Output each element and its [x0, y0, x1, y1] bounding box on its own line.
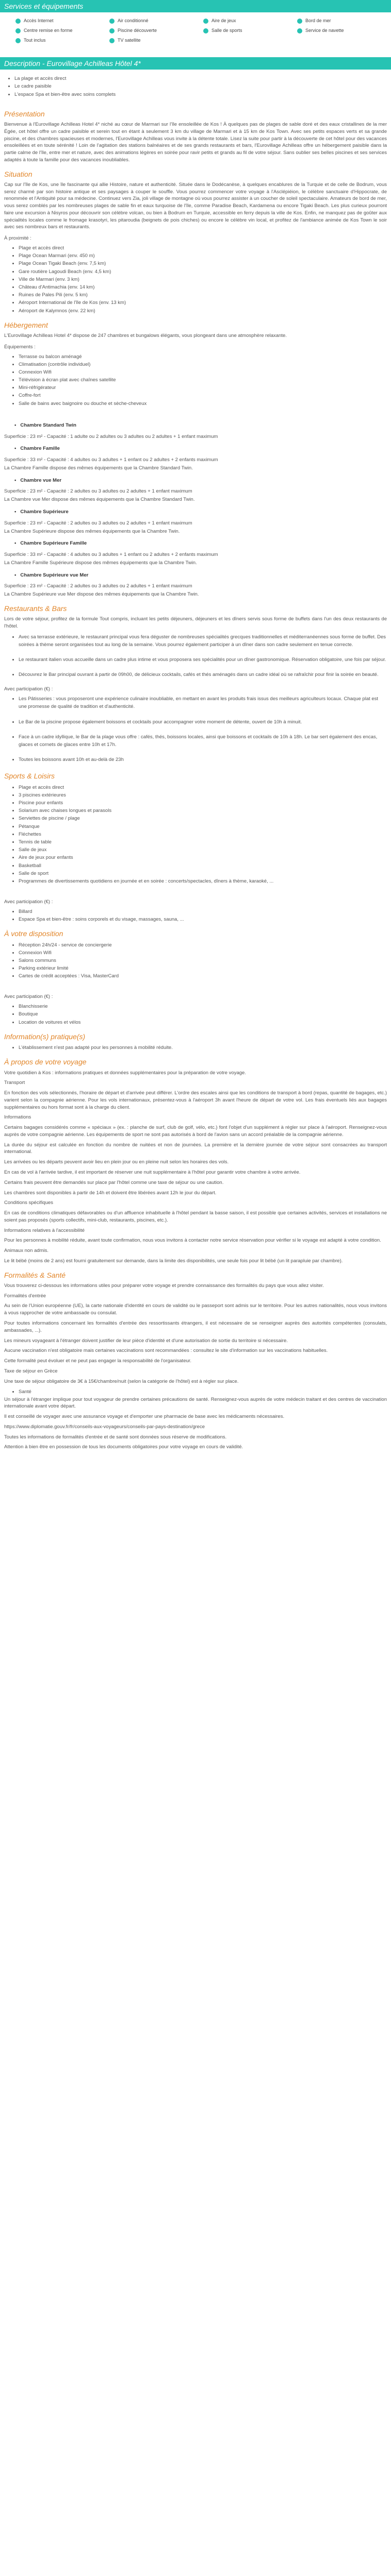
- amenity-item: [15, 37, 102, 44]
- disposition-paid-item: • Location de voitures et vélos: [19, 1019, 387, 1026]
- formalites-paragraph: Formalités d'entrée: [4, 1293, 46, 1299]
- amenity-item: [297, 27, 384, 34]
- proximity-list: [4, 244, 387, 315]
- amenity-label: Centre remise en forme: [24, 28, 73, 33]
- proximity-item: • Plage Ocean Tigaki Beach (env. 7,5 km): [19, 260, 387, 267]
- formalites-paras: [4, 1293, 387, 1385]
- room-capacity: Superficie : 23 m² - Capacité : 2 adultes ou 3 adultes ou 2 adultes + 1 enfant maximum: [4, 583, 192, 589]
- apropos-paragraph: Pour les personnes à mobilité réduite, avant toute confirmation, nous vous invitons à contacter notre service réservation pour vérifier si le voyage est adapté à votre condition.: [4, 1238, 381, 1244]
- room-capacity: Superficie : 23 m² - Capacité : 2 adultes ou 3 adultes ou 2 adultes + 1 enfant maximum: [4, 520, 192, 526]
- formalites-paragraph: Les mineurs voyageant à l'étranger doivent justifier de leur pièce d'identité et d'une autorisation de sortie du territoire si nécessaire.: [4, 1337, 288, 1344]
- situation-title: Situation: [4, 170, 32, 178]
- restaurant-item: • Découvrez le Bar principal ouvrant à partir de 09h00, de délicieux cocktails, cafés et thés aménagés dans un cadre idéal où se rafraîchir pour finir la soirée en beauté.: [19, 671, 387, 679]
- room-desc: [4, 456, 387, 472]
- room-capacity: Superficie : 23 m² - Capacité : 2 adultes ou 3 adultes ou 2 adultes + 1 enfant maximum: [4, 488, 192, 495]
- amenity-item: [15, 18, 102, 24]
- amenity-label: Bord de mer: [305, 18, 331, 23]
- playground-icon: [203, 19, 208, 24]
- equipment-item: • Terrasse ou balcon aménagé: [19, 353, 387, 361]
- formalites-end-paragraph: Toutes les informations de formalités d'entrée et de santé sont données sous réserve de modifications.: [4, 1434, 227, 1440]
- sport-item: • Tennis de table: [19, 838, 387, 846]
- tv-icon: [109, 38, 115, 43]
- intro-item: • La plage et accès direct: [14, 75, 391, 82]
- sport-paid-item: • Billard: [19, 908, 387, 916]
- room-block: [4, 540, 387, 566]
- apropos-paragraph: Informations relatives à l'accessibilité: [4, 1227, 85, 1233]
- services-header: Services et équipements: [0, 0, 391, 12]
- disposition-paid-list: [4, 1003, 387, 1026]
- restaurant-paid-item: • Les Pâtisseries : vous proposeront une expérience culinaire inoubliable, en mettant en avant les produits frais issus des meilleurs agriculteurs locaux. Chaque plat est une promesse de qualité de tradition et d'authenticité.: [19, 695, 387, 710]
- sport-item: • 3 piscines extérieures: [19, 791, 387, 799]
- presentation-text: Bienvenue à l'Eurovillage Achilleas Hotel 4* niché au cœur de Marmari sur l'île ensoleillée de Kos ! À quelques pas de plages de sable doré et des eaux cristallines de la mer Égée, cet hôtel offre un cadre paisible et serein tout en étant à seulement 3 km du village de Marmari et à 15 km de Kos Town. Avec ses petits espaces verts et sa grande piscine, et des chambres spacieuses et modernes, l'Eurovillage Achilleas vous invite à la détente totale. Lisez la suite pour partir à la découverte de cet hôtel pour des vacances ensoleillées et en toute sérénité ! Loin de l'agitation des stations balnéaires et de ses grands restaurants et bars, l'Eurovillage Achilleas offre un hébergement paisible dans la partie calme de l'île, entre mer et nature, avec des animations légères en soirée pour ravir petits et grands au fil de votre séjour. Sans oublier ses belles piscines et ses services adaptés à toute la famille pour des vacances inoubliables.: [4, 122, 387, 163]
- room-extra: La Chambre Famille dispose des mêmes équipements que la Chambre Standard Twin.: [4, 465, 193, 471]
- restaurant-paid-item: • Face à un cadre idyllique, le Bar de la plage vous offre : cafés, thés, boissons locales, ainsi que boissons et cocktails de 10h à 18h. Le bar sert également des encas, glaces et cornets de glaces entre 10h et 17h.: [19, 733, 387, 749]
- hebergement-title: Hébergement: [4, 320, 48, 329]
- equipment-item: • Télévision à écran plat avec chaînes satellite: [19, 376, 387, 384]
- situation-text: Cap sur l'île de Kos, une île fascinante qui allie Histoire, nature et authenticité. Située dans le Dodécanèse, à quelques encablures de la Turquie et de celle de Bodrum, vous serez charmé par son histoire antique et ses paysages à couper le souffle. Vous pourrez commencer votre voyage à l'Asclépiéion, le célèbre sanctuaire d'Hippocrate, de renommée et l'Antiquité pour sa médecine. Continuez vers Zia, joli village de montagne où vous pourrez assister à un coucher de soleil spectaculaire. Amateurs de bord de mer, vous serez comblés par les nombreuses plages de sable fin et eaux turquoise de l'île, comme Paradise Beach, Kardamena ou encore Tigaki Beach. Les plus curieux pourront faire une excursion à Nisyros pour découvrir son célèbre volcan, ou bien à Bodrum en Turquie, accessible en ferry depuis la ville de Kos. Enfin, ne manquez pas de goûter aux spécialités locales comme le fromage krasotyri, les pitaroudia (beignets de pois chiches) ou encore le célèbre vin local, et profitez de l'ambiance animée de Kos Town le soir avec ses nombreux bars et restaurants.: [4, 181, 387, 230]
- situation-section: [0, 169, 391, 315]
- apropos-paragraph: La durée du séjour est calculée en fonction du nombre de nuitées et non de journées. La première et la dernière journée de votre séjour sont consacrées au transport international.: [4, 1142, 387, 1155]
- presentation-section: [0, 109, 391, 164]
- formalites-paragraph: Aucune vaccination n'est obligatoire mais certaines vaccinations sont recommandées : consultez le site d'information sur les vaccinations habituelles.: [4, 1348, 328, 1354]
- equipment-item: • Salle de bains avec baignoire ou douche et sèche-cheveux: [19, 400, 387, 408]
- restaurant-paid-item: • Le Bar de la piscine propose également boissons et cocktails pour accompagner votre moment de détente, ouvert de 10h à minuit.: [19, 718, 387, 726]
- gym-icon: [203, 28, 208, 33]
- sport-item: • Plage et accès direct: [19, 784, 387, 791]
- amenity-label: Tout inclus: [24, 38, 46, 43]
- apropos-paragraph: Conditions spécifiques: [4, 1200, 54, 1206]
- wifi-icon: [15, 19, 21, 24]
- equipment-item: • Climatisation (contrôle individuel): [19, 361, 387, 368]
- room-block: [4, 572, 387, 598]
- room-capacity: Superficie : 33 m² - Capacité : 4 adultes ou 3 adultes + 1 enfant ou 2 adultes + 2 enfants maximum: [4, 552, 218, 558]
- information-item: • L'établissement n'est pas adapté pour les personnes à mobilité réduite.: [19, 1044, 387, 1052]
- apropos-paragraph: En cas de conditions climatiques défavorables ou d'un affluence inhabituelle à l'hôtel pendant la basse saison, il est possible que certaines activités, services et installations ne soient pas proposés (sports collectifs, mini-club, restaurants, piscines, etc.).: [4, 1210, 387, 1223]
- restaurants-paid-list: [4, 695, 387, 764]
- informations-list: [4, 1044, 387, 1052]
- apropos-section: [0, 1057, 391, 1264]
- formalites-title: Formalités & Santé: [4, 1270, 66, 1279]
- description-header: Description - Eurovillage Achilleas Hôtel 4*: [0, 57, 391, 70]
- sports-title: Sports & Loisirs: [4, 772, 55, 781]
- formalites-paragraph: Au sein de l'Union européenne (UE), la carte nationale d'identité en cours de validité ou le passeport sont admis sur le territoire. Pour les autres nationalités, nous vous invitons à vous rapprocher de votre ambassade ou consulat.: [4, 1303, 387, 1316]
- proximity-item: • Aéroport International de l'île de Kos (env. 13 km): [19, 299, 387, 307]
- presentation-title: Présentation: [4, 109, 45, 118]
- rooms-list: [4, 422, 387, 598]
- disposition-item: • Salons communs: [19, 957, 387, 964]
- amenity-label: Accès Internet: [24, 18, 54, 23]
- room-desc: [4, 488, 387, 503]
- amenity-item: [109, 27, 196, 34]
- proximity-item: • Château d'Antimachia (env. 14 km): [19, 283, 387, 291]
- intro-item: • L'espace Spa et bien-être avec soins complets: [14, 91, 391, 98]
- restaurants-list: [4, 633, 387, 679]
- amenity-label: Air conditionné: [118, 18, 149, 23]
- apropos-paragraph: Informations: [4, 1114, 31, 1121]
- restaurants-section: [0, 603, 391, 764]
- hebergement-section: [0, 320, 391, 598]
- intro-list: [0, 70, 391, 104]
- fitness-icon: [15, 28, 21, 33]
- bar-icon: [15, 38, 21, 43]
- apropos-paragraph: Certains bagages considérés comme « spéciaux » (ex. : planche de surf, club de golf, vélo, etc.) font l'objet d'un supplément à régler sur place à l'aéroport. Renseignez-vous auprès de votre compagnie aérienne. Les équipements de sport ne sont pas autorisés à bord de l'avion sans un accord préalable de la compagnie aérienne.: [4, 1125, 387, 1138]
- room-title: • Chambre Supérieure vue Mer: [14, 572, 387, 579]
- amenities-grid: [0, 12, 391, 50]
- formalites-item: • Santé: [19, 1388, 387, 1396]
- apropos-paragraph: Certains frais peuvent être demandés sur place par l'hôtel comme une taxe de séjour ou une caution.: [4, 1179, 224, 1185]
- room-title: • Chambre Famille: [14, 445, 387, 452]
- apropos-paragraph: En cas de vol à l'arrivée tardive, il est important de réserver une nuit supplémentaire à l'hôtel pour garantir votre chambre à votre arrivée.: [4, 1169, 301, 1175]
- hebergement-text: L'Eurovillage Achilleas Hotel 4* dispose de 247 chambres et bungalows élégants, vous plongeant dans une atmosphère relaxante.: [4, 333, 287, 338]
- equipments-list: [4, 353, 387, 408]
- sport-item: • Salle de jeux: [19, 846, 387, 854]
- sport-paid-item: • Espace Spa et bien-être : soins corporels et du visage, massages, sauna, ...: [19, 916, 387, 923]
- proximity-item: • Plage et accès direct: [19, 244, 387, 252]
- sport-item: • Serviettes de piscine / plage: [19, 815, 387, 822]
- formalites-end-paragraph: Un séjour à l'étranger implique pour tout voyageur de prendre certaines précautions de santé. Renseignez-vous auprès de votre médecin traitant et des centres de vaccination internationale avant votre départ.: [4, 1396, 387, 1410]
- restaurants-title: Restaurants & Bars: [4, 604, 67, 613]
- sport-item: • Basketball: [19, 862, 387, 870]
- apropos-paragraph: Le lit bébé (moins de 2 ans) est fourni gratuitement sur demande, dans la limite des disponibilités, une seule fois pour lit bébé (un lit parapluie par chambre).: [4, 1258, 343, 1264]
- restaurant-paid-item: • Toutes les boissons avant 10h et au-delà de 23h: [19, 756, 387, 764]
- room-extra: La Chambre vue Mer dispose des mêmes équipements que la Chambre Standard Twin.: [4, 497, 195, 503]
- apropos-text: Votre quotidien à Kos : informations pratiques et données supplémentaires pour la préparation de votre voyage.: [4, 1070, 246, 1076]
- informations-title: Information(s) pratique(s): [4, 1032, 86, 1041]
- sport-item: • Salle de sport: [19, 870, 387, 877]
- apropos-paragraph: En fonction des vols sélectionnés, l'horaire de départ et d'arrivée peut différer. L'ordre des escales ainsi que les conditions de transport à bord (repas, quantité de bagages, etc.) varient selon la compagnie aérienne. Pour les vols internationaux, présentez-vous à l'aéroport 3h avant l'heure de départ de votre vol. Les frais éventuels liés aux bagages supplémentaires ou hors format sont à la charge du client.: [4, 1090, 387, 1110]
- proximity-item: • Ville de Marmari (env. 3 km): [19, 276, 387, 283]
- proximity-item: • Ruines de Pales Pili (env. 5 km): [19, 291, 387, 299]
- informations-section: [0, 1031, 391, 1052]
- sports-paid-label: Avec participation (€) :: [4, 899, 53, 905]
- amenity-label: Aire de jeux: [211, 18, 236, 23]
- room-title: • Chambre vue Mer: [14, 477, 387, 484]
- room-extra: La Chambre Famille Supérieure dispose des mêmes équipements que la Chambre Twin.: [4, 560, 197, 566]
- room-block: [4, 422, 387, 440]
- formalites-paragraph: Pour toutes informations concernant les formalités d'entrée des ressortissants étrangers, il est nécessaire de se renseigner auprès des autorités compétentes (consulats, ambassades, ...).: [4, 1320, 387, 1333]
- sport-item: • Fléchettes: [19, 831, 387, 838]
- room-desc: [4, 583, 387, 598]
- formalites-end-paragraph: Attention à bien être en possession de tous les documents obligatoires pour votre voyage en cours de validité.: [4, 1444, 243, 1450]
- sport-item: • Aire de jeux pour enfants: [19, 854, 387, 861]
- equipment-item: • Connexion Wifi: [19, 368, 387, 376]
- room-desc: [4, 551, 387, 567]
- formalites-end-paragraph: https://www.diplomatie.gouv.fr/fr/conseils-aux-voyageurs/conseils-par-pays-destination/grece: [4, 1423, 205, 1430]
- formalites-end-paras: [4, 1396, 387, 1451]
- sport-item: • Pétanque: [19, 823, 387, 831]
- room-extra: La Chambre Supérieure dispose des mêmes équipements que la Chambre Twin.: [4, 528, 180, 534]
- disposition-paid-label: Avec participation (€) :: [4, 994, 53, 1000]
- proximity-item: • Plage Ocean Marmari (env. 450 m): [19, 252, 387, 260]
- room-block: [4, 509, 387, 535]
- amenity-item: [109, 37, 196, 44]
- proximity-item: • Aéroport de Kalymnos (env. 22 km): [19, 307, 387, 315]
- room-desc: [4, 433, 387, 440]
- ac-icon: [109, 19, 115, 24]
- room-block: [4, 477, 387, 503]
- room-extra: La Chambre Supérieure vue Mer dispose des mêmes équipements que la Chambre Twin.: [4, 591, 199, 598]
- formalites-paragraph: Une taxe de séjour obligatoire de 3€ à 15€/chambre/nuit (selon la catégorie de l'hôtel) est à régler sur place.: [4, 1378, 239, 1384]
- amenity-label: Salle de sports: [211, 28, 242, 33]
- disposition-paid-item: • Blanchisserie: [19, 1003, 387, 1010]
- amenity-item: [203, 18, 290, 24]
- disposition-item: • Réception 24h/24 - service de conciergerie: [19, 941, 387, 949]
- sea-icon: [297, 19, 302, 24]
- amenity-item: [203, 27, 290, 34]
- pool-icon: [109, 28, 115, 33]
- room-capacity: Superficie : 33 m² - Capacité : 4 adultes ou 3 adultes + 1 enfant ou 2 adultes + 2 enfants maximum: [4, 457, 218, 463]
- disposition-title: À votre disposition: [4, 929, 63, 938]
- formalites-paragraph: Taxe de séjour en Grèce: [4, 1368, 58, 1374]
- disposition-section: [0, 928, 391, 1026]
- amenity-label: TV satellite: [118, 38, 141, 43]
- sport-item: • Programmes de divertissements quotidiens en journée et en soirée : concerts/spectacles, dîners à thème, karaoké, ...: [19, 877, 387, 885]
- room-capacity: Superficie : 23 m² - Capacité : 1 adulte ou 2 adultes ou 3 adultes ou 2 adultes + 1 enfant maximum: [4, 433, 218, 439]
- amenity-item: [15, 27, 102, 34]
- disposition-list: [4, 941, 387, 980]
- sports-paid-list: [4, 908, 387, 923]
- proximity-label: À proximité :: [4, 235, 31, 242]
- apropos-paragraph: Transport: [4, 1080, 25, 1086]
- room-title: • Chambre Supérieure Famille: [14, 540, 387, 547]
- restaurants-paid-label: Avec participation (€) :: [4, 686, 53, 692]
- amenity-label: Service de navette: [305, 28, 344, 33]
- disposition-item: • Parking extérieur limité: [19, 964, 387, 972]
- restaurant-item: • Avec sa terrasse extérieure, le restaurant principal vous fera déguster de nombreuses spécialités grecques traditionnelles et méditerranéennes sous forme de buffet. Des soirées à thème seront organisées tout au long de la semaine. Vous pourrez également participer à un dîner dans son cadre seulement en tenue correcte.: [19, 633, 387, 649]
- formalites-paragraph: Cette formalité peut évoluer et ne peut pas engager la responsabilité de l'organisateur.: [4, 1358, 192, 1364]
- intro-item: • Le cadre paisible: [14, 82, 391, 90]
- equipment-item: • Coffre-fort: [19, 392, 387, 399]
- apropos-paragraph: Animaux non admis.: [4, 1248, 49, 1254]
- disposition-paid-item: • Boutique: [19, 1010, 387, 1018]
- disposition-item: • Connexion Wifi: [19, 949, 387, 957]
- apropos-paragraph: Les arrivées ou les départs peuvent avoir lieu en plein jour ou en pleine nuit selon les horaires des vols.: [4, 1159, 229, 1165]
- amenity-label: Piscine découverte: [118, 28, 157, 33]
- apropos-paras: [4, 1079, 387, 1264]
- proximity-item: • Gare routière Lagoudi Beach (env. 4,5 km): [19, 268, 387, 276]
- room-title: • Chambre Standard Twin: [14, 422, 387, 429]
- formalites-section: [0, 1270, 391, 1451]
- room-block: [4, 445, 387, 471]
- apropos-title: À propos de votre voyage: [4, 1058, 87, 1066]
- restaurants-text: Lors de votre séjour, profitez de la formule Tout compris, incluant les petits déjeuners, déjeuners et les dîners servis sous forme de buffets dans l'un des deux restaurants de l'hôtel.: [4, 616, 387, 629]
- formalites-text: Vous trouverez ci-dessous les informations utiles pour préparer votre voyage et prendre connaissance des formalités du pays que vous allez visiter.: [4, 1282, 324, 1289]
- laundry-icon: [297, 28, 302, 33]
- room-desc: [4, 520, 387, 535]
- amenity-item: [297, 18, 384, 24]
- restaurant-item: • Le restaurant italien vous accueille dans un cadre plus intime et vous proposera ses spécialités pour un dîner gastronomique. Réservation obligatoire, une fois par séjour.: [19, 656, 387, 664]
- disposition-item: • Cartes de crédit acceptées : Visa, MasterCard: [19, 972, 387, 980]
- room-title: • Chambre Supérieure: [14, 509, 387, 516]
- formalites-end-paragraph: Il est conseillé de voyager avec une assurance voyage et d'emporter une pharmacie de base avec les médicaments nécessaires.: [4, 1414, 285, 1420]
- sports-list: [4, 784, 387, 885]
- equipments-label: Équipements :: [4, 344, 36, 350]
- amenity-item: [109, 18, 196, 24]
- sport-item: • Solarium avec chaises longues et parasols: [19, 807, 387, 815]
- sport-item: • Piscine pour enfants: [19, 799, 387, 807]
- apropos-paragraph: Les chambres sont disponibles à partir de 14h et doivent être libérées avant 12h le jour du départ.: [4, 1190, 217, 1196]
- sports-section: [0, 771, 391, 923]
- equipment-item: • Mini-réfrigérateur: [19, 384, 387, 392]
- formalites-list: [4, 1388, 387, 1396]
